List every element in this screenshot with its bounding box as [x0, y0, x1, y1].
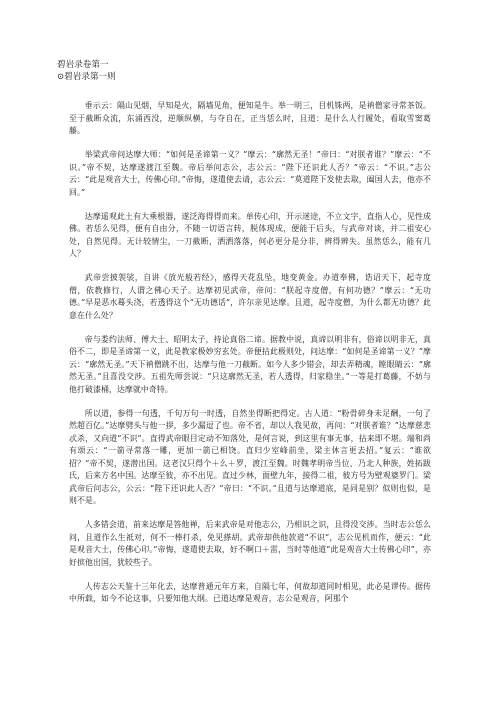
- paragraph-commentary-3: 帝与娄约法师、傅大士、昭明太子，持论真俗二谛。据教中说，真谛以明非有，俗谛以明非无，真俗不二，即是圣谛第一义，此是教家极妙穷玄处。帝便拈此极则处，问达摩：“如何是圣谛第一义？”摩云：“廓然无圣。”天下衲僧跳不出，达摩与他一刀截断。如今人多少错会，却去弄精魂，瞠眼睛云：“廓然无圣。”且喜没交涉。五祖先师尝说：“只这廓然无圣，若人透得，归家稳坐。”一等是打葛藤，不妨与他打破漆桶，达摩就中奇特。: [69, 334, 431, 394]
- paragraph-commentary-5: 人多错会道，前来达摩是答他禅，后来武帝是对他志公，乃相识之识，且得没交涉。当时志公恁么问，且道作么生祗对，何不一棒打杀，免见搽胡。武帝却供他款道“不识”，志公见机而作，便云：“此是观音大士，传佛心印。”帝悔，遂遣使去取，好不啊口＋雷，当时等他道“此是观音大士传佛心印”，亦好摈他出国，犹较些子。: [69, 520, 431, 567]
- chapter-title: ⊙碧岩录第一则: [57, 72, 116, 82]
- book-title: 碧岩录卷第一: [57, 60, 109, 70]
- paragraph-commentary-6: 人传志公天鉴十三年化去，达摩普通元年方来，自隔七年，何故却道同时相见，此必是谬传。据传中所载，如今不论这事，只要知他大纲。已道达摩是观音，志公是观音，阿那个: [69, 581, 431, 603]
- paragraph-case: 举梁武帝问达摩大师：“如何是圣谛第一义？”摩云：“廓然无圣！”帝曰：“对朕者谁？”摩云：“不识。”帝不契，达摩遂渡江至魏。帝后举问志公，志公云：“陛下还识此人否？”帝云：“不识。”志公云：“此是观音大士，传佛心印。”帝悔，遂遣使去请，志公云：“莫道陛下发使去取，阖国人去，他亦不回。”: [69, 150, 431, 197]
- paragraph-commentary-1: 达摩遥观此土有大乘根器，遂泛海得得而来。单传心印，开示迷途，不立文字，直指人心，见性成佛。若恁么见得，便有自由分，不随一切语言转，脱体现成，便能于后头，与武帝对谈，并二祖安心处，自然见得。无计较情尘，一刀截断，洒洒落落，何必更分是分非，辨得辨失。虽然恁么，能有几人？: [69, 211, 431, 258]
- body-text: [69, 100, 431, 617]
- paragraph-instruction: 垂示云：隔山见烟，早知是火，隔墙见角，便知是牛。举一明三，目机铢两，是衲僧家寻常茶饭。至于截断众流，东涌西没，逆顺纵横，与夺自在，正当恁么时，且道：是什么人行履处，看取雪窦葛藤。: [69, 101, 431, 135]
- paragraph-commentary-2: 武帝尝披袈裟，自讲《放光般若经》，感得天花乱坠，地变黄金。办道奉佛，诰诏天下，起寺度僧，依教修行，人谓之佛心天子。达摩初见武帝，帝问：“朕起寺度僧，有何功德？”摩云：“无功德。”早是恶水蓦头浇，若透得这个“无功德话”，许尔亲见达摩。且道，起寺度僧，为什么都无功德？此意在什么处？: [69, 273, 431, 320]
- paragraph-commentary-4: 所以道，参得一句透，千句万句一时透，自然坐得断把得定。古人道：“粉骨碎身未足酬，一句了然超百亿。”达摩劈头与他一拶，多少漏逗了也。帝不省，却以人我见故，再问：“对朕者谁？”达摩慈悲忒杀，又向道“不识”。直得武帝眼目定动不知落处，是何言说，到这里有事无事，拈来即不堪。端和尚有颂云：“一箭寻常落一雕，更加一箭已相饶。直归少室峰前坐，梁主休言更去招。”复云：“谁欲招？”帝不契，遂潜出国。这老汉只得个＋么＋罗，渡江至魏。时魏孝明帝当位，乃北人种族，姓拓跋氏，后来方名中国。达摩至彼，亦不出见。直过少林，面壁九年，接得二祖，彼方号为壁观婆罗门。梁武帝后问志公，公云：“陛下还识此人否？”帝曰：“不识。”且道与达摩道底，是同是别？似则也似，是则不是。: [69, 408, 431, 505]
